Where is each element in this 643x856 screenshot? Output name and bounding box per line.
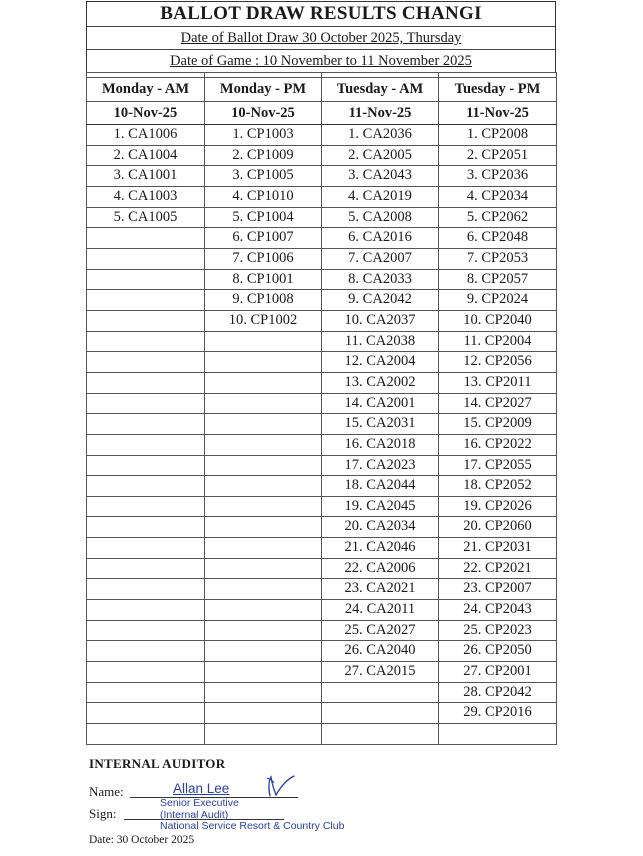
column-date-header: 10-Nov-25 <box>87 102 205 125</box>
table-cell: 14. CA2001 <box>322 393 439 414</box>
name-label: Name: <box>89 784 124 799</box>
table-cell: 5. CP1004 <box>205 207 322 228</box>
header-block <box>86 1 556 72</box>
table-cell: 27. CP2001 <box>439 662 557 683</box>
table-cell <box>87 476 205 497</box>
table-cell: 25. CP2023 <box>439 620 557 641</box>
table-cell: 6. CA2016 <box>322 228 439 249</box>
page-title: BALLOT DRAW RESULTS CHANGI <box>87 2 555 27</box>
table-cell: 21. CP2031 <box>439 538 557 559</box>
table-row <box>87 207 557 228</box>
table-cell: 1. CP2008 <box>439 125 557 146</box>
table-cell: 27. CA2015 <box>322 662 439 683</box>
table-cell <box>87 455 205 476</box>
table-cell <box>87 372 205 393</box>
table-cell <box>205 579 322 600</box>
table-cell: 17. CP2055 <box>439 455 557 476</box>
table-row <box>87 703 557 724</box>
table-cell <box>205 496 322 517</box>
table-row <box>87 228 557 249</box>
table-cell: 12. CP2056 <box>439 352 557 373</box>
results-body <box>87 125 557 745</box>
table-cell: 28. CP2042 <box>439 682 557 703</box>
table-cell: 9. CP1008 <box>205 290 322 311</box>
table-cell <box>87 352 205 373</box>
table-cell: 7. CP1006 <box>205 248 322 269</box>
table-row <box>87 372 557 393</box>
table-cell: 10. CP1002 <box>205 310 322 331</box>
table-cell <box>87 538 205 559</box>
table-cell: 1. CP1003 <box>205 125 322 146</box>
table-cell <box>205 476 322 497</box>
table-cell: 4. CA1003 <box>87 186 205 207</box>
table-cell: 15. CP2009 <box>439 414 557 435</box>
table-row <box>87 125 557 146</box>
table-cell: 10. CA2037 <box>322 310 439 331</box>
table-cell <box>205 558 322 579</box>
table-cell <box>205 641 322 662</box>
table-cell <box>87 248 205 269</box>
signature-image <box>262 774 302 802</box>
results-table <box>86 72 557 745</box>
table-cell <box>87 620 205 641</box>
table-cell: 3. CA2043 <box>322 166 439 187</box>
day-header-row <box>87 78 557 102</box>
table-cell: 10. CP2040 <box>439 310 557 331</box>
table-cell <box>87 434 205 455</box>
table-row <box>87 496 557 517</box>
table-row <box>87 414 557 435</box>
table-cell: 2. CP1009 <box>205 145 322 166</box>
table-row <box>87 682 557 703</box>
table-cell: 24. CA2011 <box>322 600 439 621</box>
table-cell <box>87 600 205 621</box>
table-cell <box>87 558 205 579</box>
table-cell: 16. CA2018 <box>322 434 439 455</box>
sign-label: Sign: <box>89 806 117 821</box>
table-cell <box>205 703 322 724</box>
table-cell: 5. CA2008 <box>322 207 439 228</box>
table-cell <box>87 662 205 683</box>
table-row <box>87 517 557 538</box>
table-cell <box>205 662 322 683</box>
table-row <box>87 290 557 311</box>
table-cell: 20. CP2060 <box>439 517 557 538</box>
table-cell <box>87 414 205 435</box>
column-date-header: 11-Nov-25 <box>322 102 439 125</box>
table-cell: 12. CA2004 <box>322 352 439 373</box>
table-cell: 8. CP2057 <box>439 269 557 290</box>
table-row <box>87 434 557 455</box>
table-cell: 11. CP2004 <box>439 331 557 352</box>
table-cell: 17. CA2023 <box>322 455 439 476</box>
ballot-date: Date of Ballot Draw 30 October 2025, Thursday <box>180 30 462 46</box>
table-row <box>87 579 557 600</box>
table-cell: 13. CA2002 <box>322 372 439 393</box>
table-cell: 9. CP2024 <box>439 290 557 311</box>
table-cell <box>87 579 205 600</box>
table-cell <box>205 682 322 703</box>
table-cell: 14. CP2027 <box>439 393 557 414</box>
table-cell: 1. CA1006 <box>87 125 205 146</box>
table-cell: 23. CA2021 <box>322 579 439 600</box>
date-signed: Date: 30 October 2025 <box>89 834 195 846</box>
table-row <box>87 538 557 559</box>
table-cell <box>322 724 439 745</box>
table-cell <box>87 331 205 352</box>
table-cell: 20. CA2034 <box>322 517 439 538</box>
ballot-date-line <box>87 27 555 50</box>
table-cell <box>87 517 205 538</box>
table-cell <box>322 682 439 703</box>
table-cell: 13. CP2011 <box>439 372 557 393</box>
table-row <box>87 310 557 331</box>
game-date-line <box>87 50 555 72</box>
table-cell: 24. CP2043 <box>439 600 557 621</box>
table-cell <box>322 703 439 724</box>
column-day-header: Monday - AM <box>87 78 205 102</box>
table-cell <box>205 620 322 641</box>
table-cell: 29. CP2016 <box>439 703 557 724</box>
column-date-header: 11-Nov-25 <box>439 102 557 125</box>
table-cell: 18. CA2044 <box>322 476 439 497</box>
table-cell <box>205 393 322 414</box>
table-cell: 2. CP2051 <box>439 145 557 166</box>
stamp-title: Senior Executive <box>160 797 239 809</box>
table-cell: 16. CP2022 <box>439 434 557 455</box>
table-cell: 23. CP2007 <box>439 579 557 600</box>
stamp-organisation: National Service Resort & Country Club <box>160 820 345 832</box>
table-row <box>87 393 557 414</box>
table-cell: 7. CP2053 <box>439 248 557 269</box>
table-cell: 15. CA2031 <box>322 414 439 435</box>
column-day-header: Tuesday - PM <box>439 78 557 102</box>
table-cell <box>87 393 205 414</box>
table-cell: 22. CP2021 <box>439 558 557 579</box>
table-row <box>87 662 557 683</box>
table-cell: 4. CP2034 <box>439 186 557 207</box>
table-row <box>87 352 557 373</box>
table-cell: 4. CP1010 <box>205 186 322 207</box>
column-date-header: 10-Nov-25 <box>205 102 322 125</box>
stamp-department: (Internal Audit) <box>160 809 229 821</box>
table-cell: 6. CP2048 <box>439 228 557 249</box>
table-cell <box>205 538 322 559</box>
table-cell <box>87 496 205 517</box>
table-cell: 4. CA2019 <box>322 186 439 207</box>
table-cell: 19. CA2045 <box>322 496 439 517</box>
table-cell <box>205 434 322 455</box>
table-cell: 21. CA2046 <box>322 538 439 559</box>
table-row <box>87 600 557 621</box>
table-cell: 3. CP1005 <box>205 166 322 187</box>
table-cell: 25. CA2027 <box>322 620 439 641</box>
ballot-sheet <box>86 1 556 745</box>
table-row <box>87 269 557 290</box>
table-row <box>87 248 557 269</box>
table-cell <box>87 290 205 311</box>
table-cell <box>205 372 322 393</box>
column-day-header: Monday - PM <box>205 78 322 102</box>
table-row <box>87 558 557 579</box>
table-cell: 6. CP1007 <box>205 228 322 249</box>
table-row <box>87 455 557 476</box>
table-cell <box>87 228 205 249</box>
table-cell: 5. CP2062 <box>439 207 557 228</box>
table-cell <box>439 724 557 745</box>
table-cell <box>87 641 205 662</box>
table-cell <box>205 331 322 352</box>
table-cell: 26. CP2050 <box>439 641 557 662</box>
table-cell <box>205 414 322 435</box>
date-header-row <box>87 102 557 125</box>
table-cell <box>87 724 205 745</box>
table-cell <box>205 455 322 476</box>
column-day-header: Tuesday - AM <box>322 78 439 102</box>
table-cell <box>205 517 322 538</box>
table-cell: 3. CP2036 <box>439 166 557 187</box>
table-row <box>87 186 557 207</box>
table-cell: 3. CA1001 <box>87 166 205 187</box>
table-cell: 7. CA2007 <box>322 248 439 269</box>
table-cell: 22. CA2006 <box>322 558 439 579</box>
table-row <box>87 476 557 497</box>
table-cell: 5. CA1005 <box>87 207 205 228</box>
table-row <box>87 620 557 641</box>
table-cell <box>205 352 322 373</box>
table-cell <box>87 269 205 290</box>
table-cell: 2. CA2005 <box>322 145 439 166</box>
table-cell <box>87 703 205 724</box>
table-cell: 2. CA1004 <box>87 145 205 166</box>
table-cell <box>205 724 322 745</box>
table-cell: 8. CP1001 <box>205 269 322 290</box>
table-cell: 1. CA2036 <box>322 125 439 146</box>
table-cell: 9. CA2042 <box>322 290 439 311</box>
table-cell <box>205 600 322 621</box>
game-date: Date of Game : 10 November to 11 November 2025 <box>170 53 472 69</box>
table-row <box>87 641 557 662</box>
table-row <box>87 331 557 352</box>
table-cell: 26. CA2040 <box>322 641 439 662</box>
table-row <box>87 166 557 187</box>
table-cell: 19. CP2026 <box>439 496 557 517</box>
table-cell <box>87 310 205 331</box>
table-cell: 18. CP2052 <box>439 476 557 497</box>
table-cell <box>87 682 205 703</box>
table-row <box>87 145 557 166</box>
table-row <box>87 724 557 745</box>
table-cell: 8. CA2033 <box>322 269 439 290</box>
name-value: Allan Lee <box>173 781 230 796</box>
auditor-heading: INTERNAL AUDITOR <box>89 756 226 771</box>
table-cell: 11. CA2038 <box>322 331 439 352</box>
